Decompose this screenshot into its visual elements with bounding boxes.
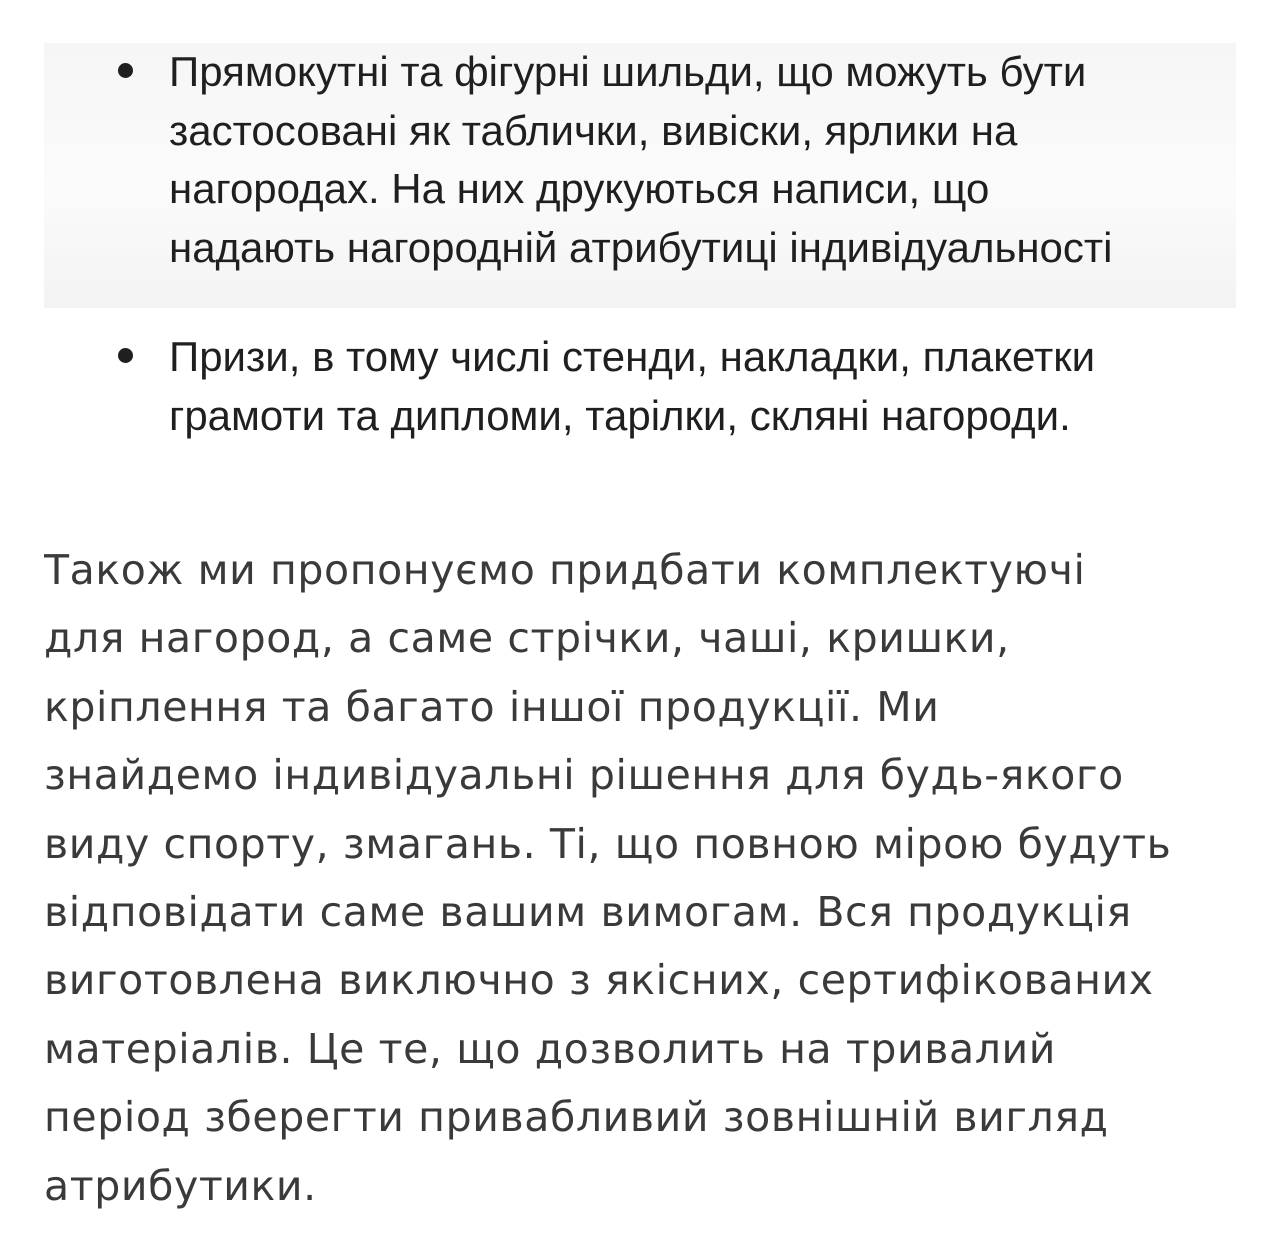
bullet-item-prizes <box>44 328 1236 448</box>
body-paragraph <box>44 536 1236 1220</box>
paragraph-line: Також ми пропонуємо придбати комплектуючі <box>44 546 1086 594</box>
paragraph-line: виду спорту, змагань. Ті, що повною мірою будуть <box>44 819 1172 868</box>
bullet-dot-icon <box>118 348 133 363</box>
paragraph-line: знайдемо індивідуальні рішення для будь-якого <box>44 751 1124 800</box>
paragraph-line: матеріалів. Це те, що дозволить на тривалий <box>44 1024 1057 1073</box>
paragraph-line: період зберегти привабливий зовнішній вигляд <box>44 1093 1109 1142</box>
paragraph-line: відповідати саме вашим вимогам. Вся продукція <box>44 888 1132 937</box>
paragraph-line: для нагород, а саме стрічки, чаші, кришки, <box>44 614 1010 663</box>
bullet-line: Прямокутні та фігурні шильди, що можуть бути <box>169 48 1087 95</box>
bullet-line: застосовані як таблички, вивіски, ярлики на <box>169 106 1018 154</box>
paragraph-line: кріплення та багато іншої продукції. Ми <box>44 682 940 731</box>
bullet-line: надають нагородній атрибутиці індивідуальності <box>169 223 1113 271</box>
bullet-line: грамоти та дипломи, тарілки, скляні нагороди. <box>169 391 1071 439</box>
bullet-item-nameplates <box>44 43 1236 308</box>
paragraph-line: атрибутики. <box>44 1161 317 1210</box>
bullet-dot-icon <box>118 63 133 78</box>
bullet-line: нагородах. На них друкуються написи, що <box>169 165 990 212</box>
paragraph-line: виготовлена виключно з якісних, сертифікованих <box>44 956 1154 1005</box>
bullet-line: Призи, в тому числі стенди, накладки, плакетки <box>169 333 1096 380</box>
